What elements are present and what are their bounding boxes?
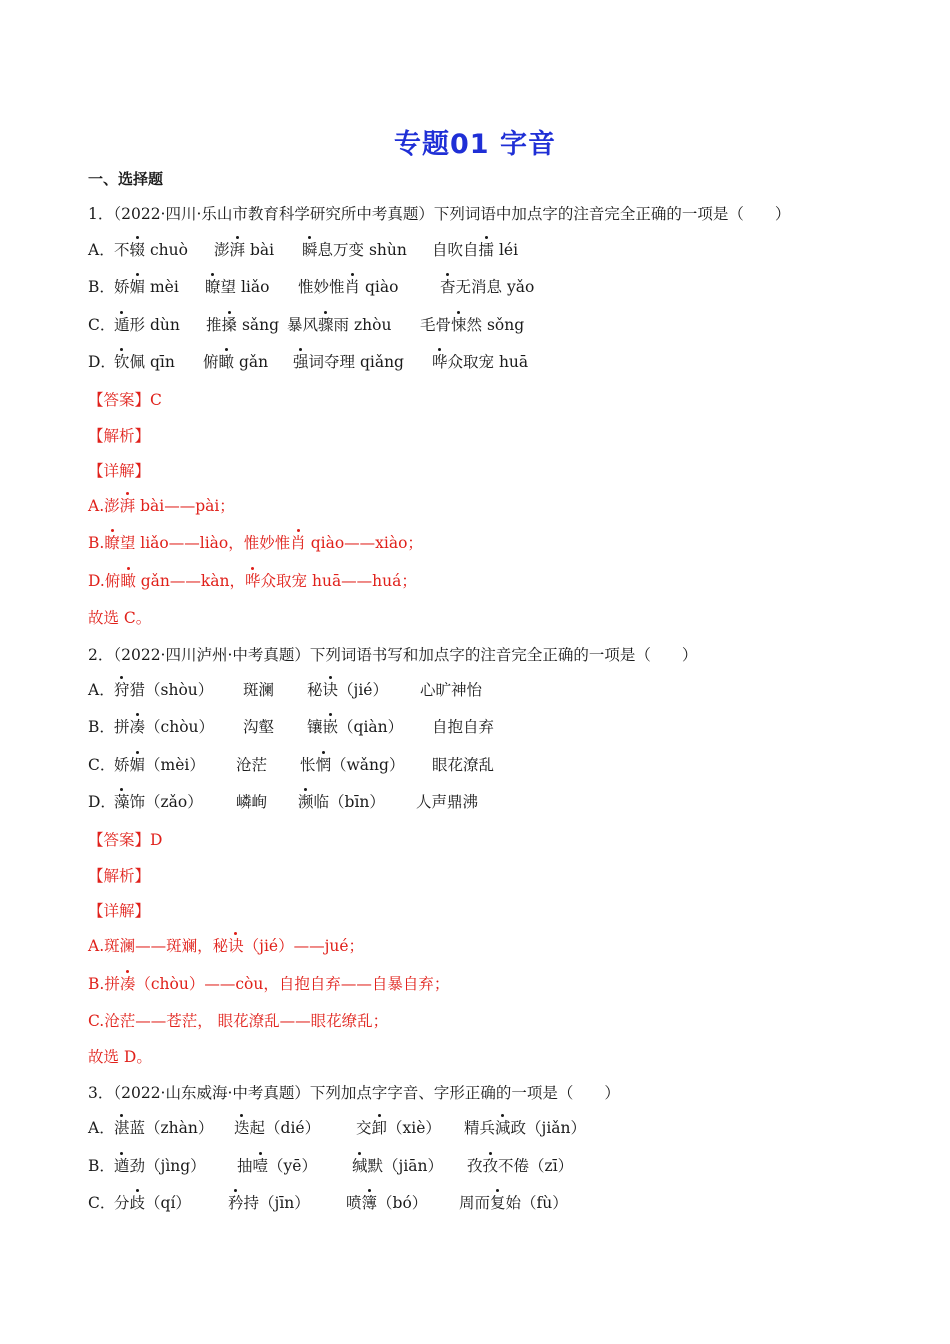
option-item: 藻饰（zǎo） xyxy=(114,790,203,814)
option-item: 娇媚（mèi） xyxy=(114,753,205,777)
question-2-stem: 2．（2022·四川泸州·中考真题）下列词语书写和加点字的注音完全正确的一项是（ ） xyxy=(88,646,698,664)
option-item: 心旷神怡 xyxy=(420,681,483,699)
option-item: 镶嵌（qiàn） xyxy=(307,715,403,739)
conclusion-line: 故选 D。 xyxy=(88,1048,152,1066)
option-item: 毛骨悚然 sǒng xyxy=(420,313,524,337)
answer-line: 【答案】D xyxy=(88,831,163,849)
explanation-line: C.沧茫——苍茫， 眼花潦乱——眼花缭乱； xyxy=(88,1012,389,1030)
option-item: 哗众取宠 huā xyxy=(432,350,528,374)
answer-line: 【答案】C xyxy=(88,391,162,409)
option-letter: B． xyxy=(88,718,115,736)
option-item: 缄默（jiān） xyxy=(352,1154,443,1178)
explanation-line: A.斑澜——斑斓，秘诀（jié）——jué； xyxy=(88,934,364,958)
option-letter: A． xyxy=(88,681,115,699)
option-item: 不辍 chuò xyxy=(114,238,188,262)
question-1-stem: 1．（2022·四川·乐山市教育科学研究所中考真题）下列词语中加点字的注音完全正确的一项是（ ） xyxy=(88,205,791,223)
option-item: 瞭望 liǎo xyxy=(205,275,269,299)
option-item: 喷簿（bó） xyxy=(346,1191,427,1215)
option-item: 拼凑（chòu） xyxy=(114,715,214,739)
option-item: 推搡 sǎng xyxy=(206,313,279,337)
conclusion-line: 故选 C。 xyxy=(88,609,152,627)
option-item: 杳无消息 yǎo xyxy=(440,275,534,299)
explanation-line: B.瞭望 liǎo——liào，惟妙惟肖 qiào——xiào； xyxy=(88,531,423,555)
option-item: 分歧（qí） xyxy=(114,1191,191,1215)
option-item: 惟妙惟肖 qiào xyxy=(298,275,398,299)
analysis-label: 【解析】 xyxy=(88,427,151,445)
option-item: 秘诀（jié） xyxy=(307,678,388,702)
option-item: 濒临（bīn） xyxy=(298,790,385,814)
option-item: 嶙峋 xyxy=(236,793,268,811)
option-item: 湛蓝（zhàn） xyxy=(114,1116,213,1140)
option-item: 暴风骤雨 zhòu xyxy=(287,313,391,337)
section-heading: 一、选择题 xyxy=(88,170,164,188)
option-item: 人声鼎沸 xyxy=(416,793,479,811)
option-item: 沟壑 xyxy=(243,718,275,736)
option-item: 斑澜 xyxy=(243,681,275,699)
option-letter: C． xyxy=(88,756,116,774)
option-item: 矜持（jīn） xyxy=(228,1191,310,1215)
option-item: 交卸（xiè） xyxy=(356,1116,441,1140)
option-item: 自抱自弃 xyxy=(432,718,495,736)
option-item: 澎湃 bài xyxy=(214,238,274,262)
option-letter: C． xyxy=(88,316,116,334)
option-item: 娇媚 mèi xyxy=(114,275,179,299)
option-letter: A． xyxy=(88,241,115,259)
option-letter: C． xyxy=(88,1194,116,1212)
option-item: 俯瞰 gǎn xyxy=(203,350,268,374)
option-letter: A． xyxy=(88,1119,115,1137)
option-item: 周而复始（fù） xyxy=(459,1191,568,1215)
option-item: 遒劲（jìng） xyxy=(114,1154,206,1178)
analysis-label: 【解析】 xyxy=(88,867,151,885)
page-title: 专题01 字音 xyxy=(394,129,556,160)
detail-label: 【详解】 xyxy=(88,902,151,920)
option-item: 自吹自擂 léi xyxy=(432,238,518,262)
option-letter: D． xyxy=(88,793,116,811)
question-3-stem: 3．（2022·山东威海·中考真题）下列加点字字音、字形正确的一项是（ ） xyxy=(88,1084,620,1102)
explanation-line: D.俯瞰 gǎn——kàn，哗众取宠 huā——huá； xyxy=(88,569,417,593)
option-item: 强词夺理 qiǎng xyxy=(293,350,404,374)
explanation-line: B.拼凑（chòu）——còu，自抱自弃——自暴自弃； xyxy=(88,972,449,996)
option-item: 眼花潦乱 xyxy=(432,756,495,774)
option-letter: B． xyxy=(88,278,115,296)
option-item: 遁形 dùn xyxy=(114,313,180,337)
option-letter: D． xyxy=(88,353,116,371)
option-item: 抽噎（yē） xyxy=(237,1154,317,1178)
option-item: 狩猎（shòu） xyxy=(114,678,213,702)
option-item: 迭起（dié） xyxy=(234,1116,320,1140)
option-item: 精兵減政（jiǎn） xyxy=(464,1116,586,1140)
option-letter: B． xyxy=(88,1157,115,1175)
option-item: 孜孜不倦（zī） xyxy=(467,1154,573,1178)
option-item: 沧茫 xyxy=(236,756,268,774)
detail-label: 【详解】 xyxy=(88,462,151,480)
option-item: 瞬息万变 shùn xyxy=(302,238,407,262)
option-item: 怅惘（wǎng） xyxy=(300,753,404,777)
explanation-line: A.澎湃 bài——pài； xyxy=(88,494,235,518)
option-item: 钦佩 qīn xyxy=(114,350,175,374)
